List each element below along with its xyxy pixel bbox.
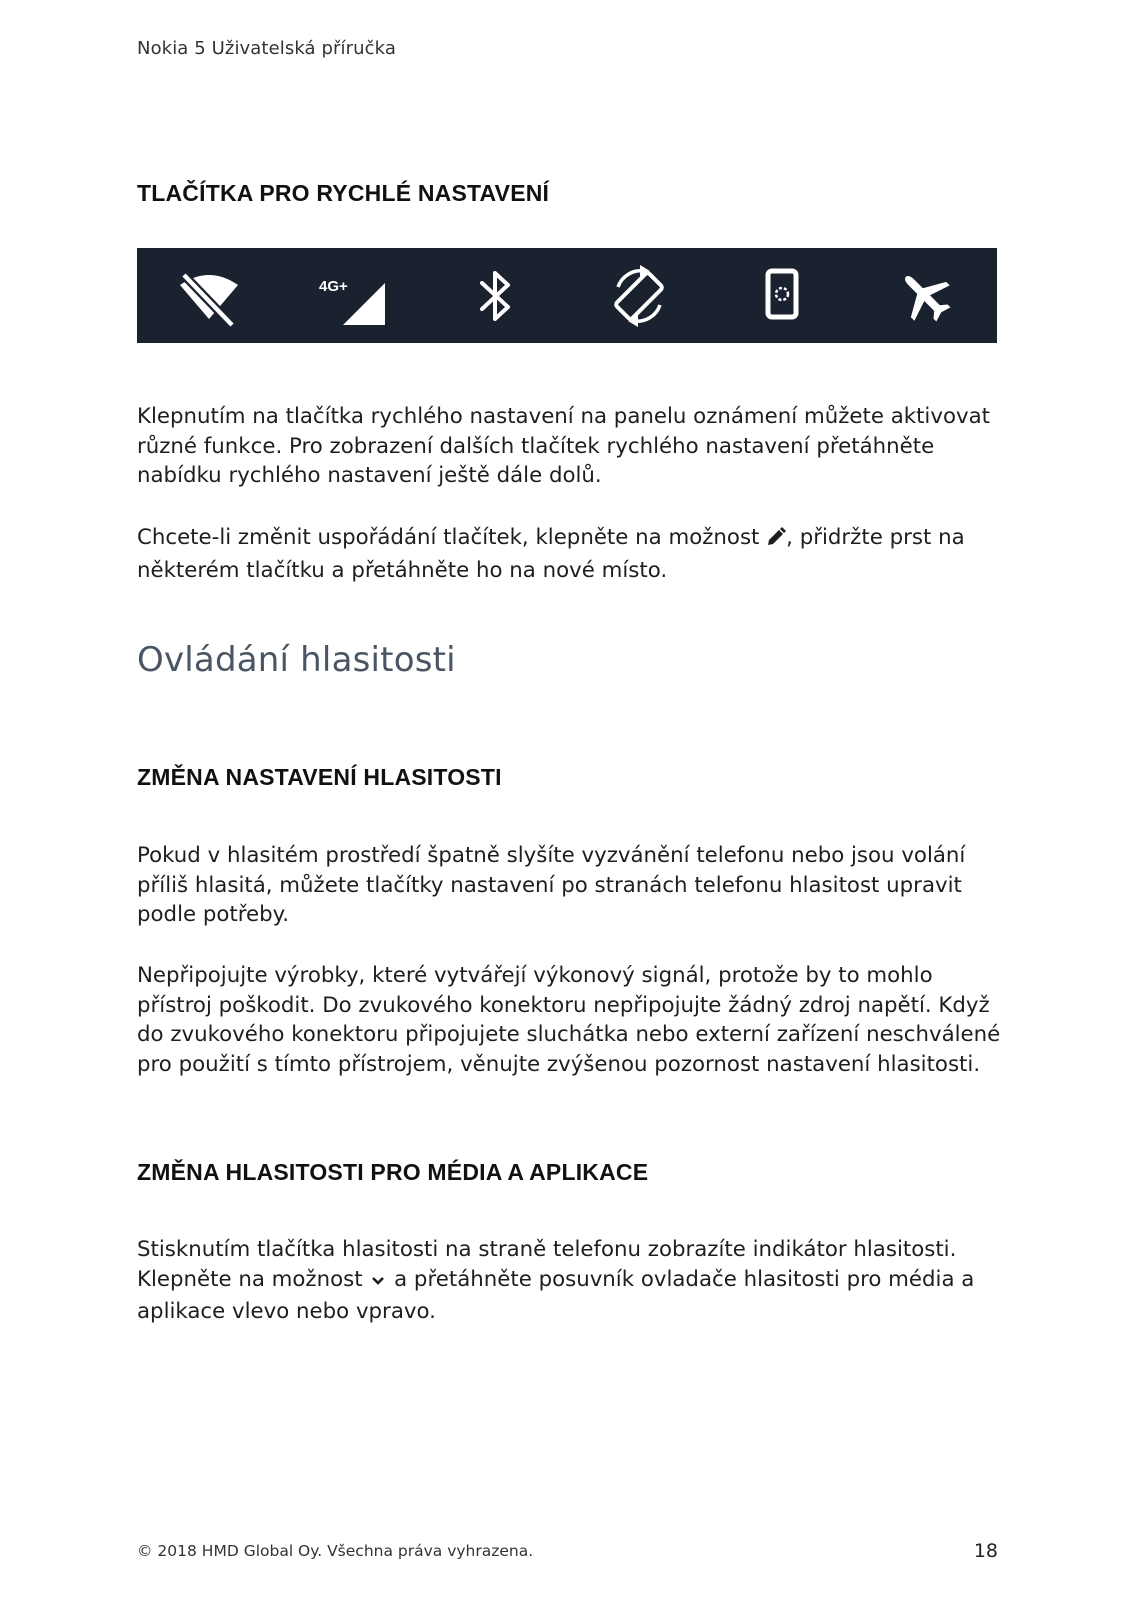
signal-network-label: 4G+ xyxy=(318,277,348,295)
media-volume-heading: ZMĚNA HLASITOSTI PRO MÉDIA A APLIKACE xyxy=(137,1159,649,1185)
para2-text-before: Chcete-li změnit uspořádání tlačítek, klepněte na možnost xyxy=(137,525,767,550)
wifi-off-icon xyxy=(171,258,247,334)
para2-text-after: , přidržte prst na některém tlačítku a přetáhněte ho na nové místo. xyxy=(137,525,965,583)
footer-copyright: © 2018 HMD Global Oy. Všechna práva vyhrazena. xyxy=(137,1542,534,1560)
volume-change-heading: ZMĚNA NASTAVENÍ HLASITOSTI xyxy=(137,764,502,790)
battery-saver-icon xyxy=(744,258,820,334)
chevron-down-icon xyxy=(369,1268,387,1298)
volume-section-title: Ovládání hlasitosti xyxy=(137,640,456,680)
media-volume-text-after: a přetáhněte posuvník ovladače hlasitosti pro média a aplikace vlevo nebo vpravo. xyxy=(137,1266,975,1325)
mobile-signal-4g-plus-icon xyxy=(314,258,390,334)
media-volume-paragraph xyxy=(137,1235,1007,1327)
media-volume-line-1: Stisknutím tlačítka hlasitosti na straně telefonu zobrazíte indikátor hlasitosti. xyxy=(137,1237,957,1262)
auto-rotate-icon xyxy=(601,258,677,334)
running-header: Nokia 5 Uživatelská příručka xyxy=(137,38,396,59)
airplane-mode-icon xyxy=(887,258,963,334)
volume-change-paragraph-2: Nepřipojujte výrobky, které vytvářejí výkonový signál, protože by to mohlo přístroj poškodit. Do zvukového konektoru nepřipojujte žádný zdroj napětí. Když do zvukového konektoru připojujete sluchátka nebo externí zařízení neschválené pro použití s tímto přístrojem, věnujte zvýšenou pozornost nastavení hlasitosti. xyxy=(137,963,1001,1077)
edit-pencil-icon xyxy=(766,526,786,556)
volume-change-paragraph-1: Pokud v hlasitém prostředí špatně slyšíte vyzvánění telefonu nebo jsou volání příliš hlasitá, můžete tlačítky nastavení po stranách telefonu hlasitost upravit podle potřeby. xyxy=(137,843,966,928)
quick-settings-illustration xyxy=(137,248,997,343)
bluetooth-icon xyxy=(457,258,533,334)
page-number: 18 xyxy=(973,1540,998,1562)
quick-settings-paragraph-2 xyxy=(137,523,1007,585)
quick-settings-paragraph-1: Klepnutím na tlačítka rychlého nastavení na panelu oznámení můžete aktivovat různé funkce. Pro zobrazení dalších tlačítek rychlého nastavení přetáhněte nabídku rychlého nastavení ještě dále dolů. xyxy=(137,404,990,489)
media-volume-text-before: Klepněte na možnost xyxy=(137,1266,370,1292)
quick-settings-heading: TLAČÍTKA PRO RYCHLÉ NASTAVENÍ xyxy=(137,180,550,206)
